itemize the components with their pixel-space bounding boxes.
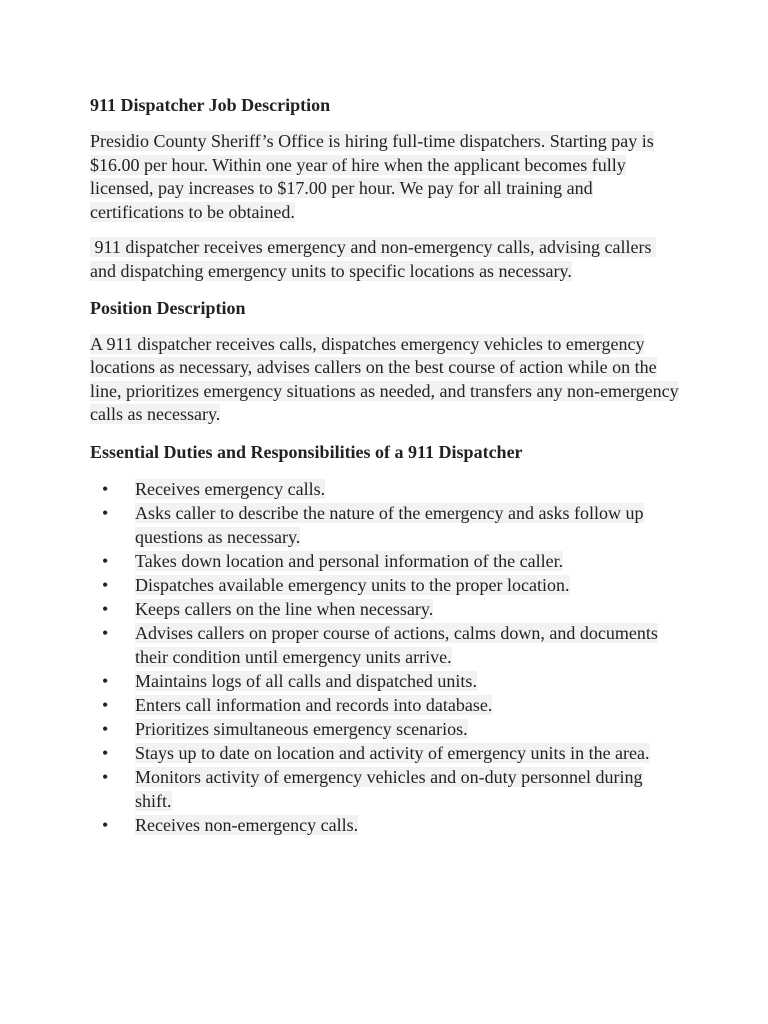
list-item-text: Enters call information and records into database. — [135, 694, 493, 715]
bullet-icon: • — [102, 478, 109, 499]
list-item — [90, 573, 680, 597]
bullet-icon: • — [102, 694, 109, 715]
bullet-icon: • — [102, 814, 109, 835]
list-item — [90, 477, 680, 501]
list-item-text: Stays up to date on location and activity of emergency units in the area. — [135, 742, 650, 763]
list-item — [90, 621, 680, 669]
document-page — [90, 93, 680, 837]
bullet-icon: • — [102, 550, 109, 571]
list-item-text: Maintains logs of all calls and dispatched units. — [135, 670, 477, 691]
list-item-text: Advises callers on proper course of actions, calms down, and documents their condition until emergency units arrive. — [135, 622, 658, 667]
bullet-icon: • — [102, 502, 109, 523]
position-paragraph — [90, 333, 680, 427]
list-item — [90, 717, 680, 741]
list-item — [90, 813, 680, 837]
list-item-text: Asks caller to describe the nature of the emergency and asks follow up questions as necessary. — [135, 502, 644, 547]
bullet-icon: • — [102, 742, 109, 763]
list-item-text: Receives non-emergency calls. — [135, 814, 359, 835]
list-item — [90, 741, 680, 765]
list-item-text: Takes down location and personal information of the caller. — [135, 550, 564, 571]
bullet-icon: • — [102, 718, 109, 739]
list-item — [90, 501, 680, 549]
summary-paragraph-text: 911 dispatcher receives emergency and non-emergency calls, advising callers and dispatching emergency units to specific locations as necessary. — [90, 237, 656, 281]
list-item-text: Prioritizes simultaneous emergency scenarios. — [135, 718, 468, 739]
summary-paragraph — [90, 236, 680, 283]
list-item — [90, 549, 680, 573]
duties-list — [90, 477, 680, 837]
list-item-text: Receives emergency calls. — [135, 478, 326, 499]
bullet-icon: • — [102, 574, 109, 595]
bullet-icon: • — [102, 670, 109, 691]
bullet-icon: • — [102, 598, 109, 619]
bullet-icon: • — [102, 622, 109, 643]
intro-paragraph — [90, 130, 680, 224]
duties-heading: Essential Duties and Responsibilities of a 911 Dispatcher — [90, 441, 523, 462]
list-item — [90, 597, 680, 621]
document-title: 911 Dispatcher Job Description — [90, 95, 331, 115]
position-heading: Position Description — [90, 297, 246, 318]
list-item-text: Dispatches available emergency units to the proper location. — [135, 574, 570, 595]
list-item-text: Monitors activity of emergency vehicles and on-duty personnel during shift. — [135, 766, 643, 811]
position-paragraph-text: A 911 dispatcher receives calls, dispatches emergency vehicles to emergency locations as necessary, advises callers on the best course of action while on the line, prioritizes emergency situations as needed, and transfers any non-emergency calls as necessary. — [90, 333, 679, 425]
list-item — [90, 669, 680, 693]
list-item-text: Keeps callers on the line when necessary. — [135, 598, 434, 619]
list-item — [90, 765, 680, 813]
intro-paragraph-text: Presidio County Sheriff’s Office is hiring full-time dispatchers. Starting pay is $16.00 per hour. Within one year of hire when the applicant becomes fully licensed, pay increases to $17.00 per hour. We pay for all training and certifications to be obtained. — [90, 131, 654, 222]
list-item — [90, 693, 680, 717]
bullet-icon: • — [102, 766, 109, 787]
